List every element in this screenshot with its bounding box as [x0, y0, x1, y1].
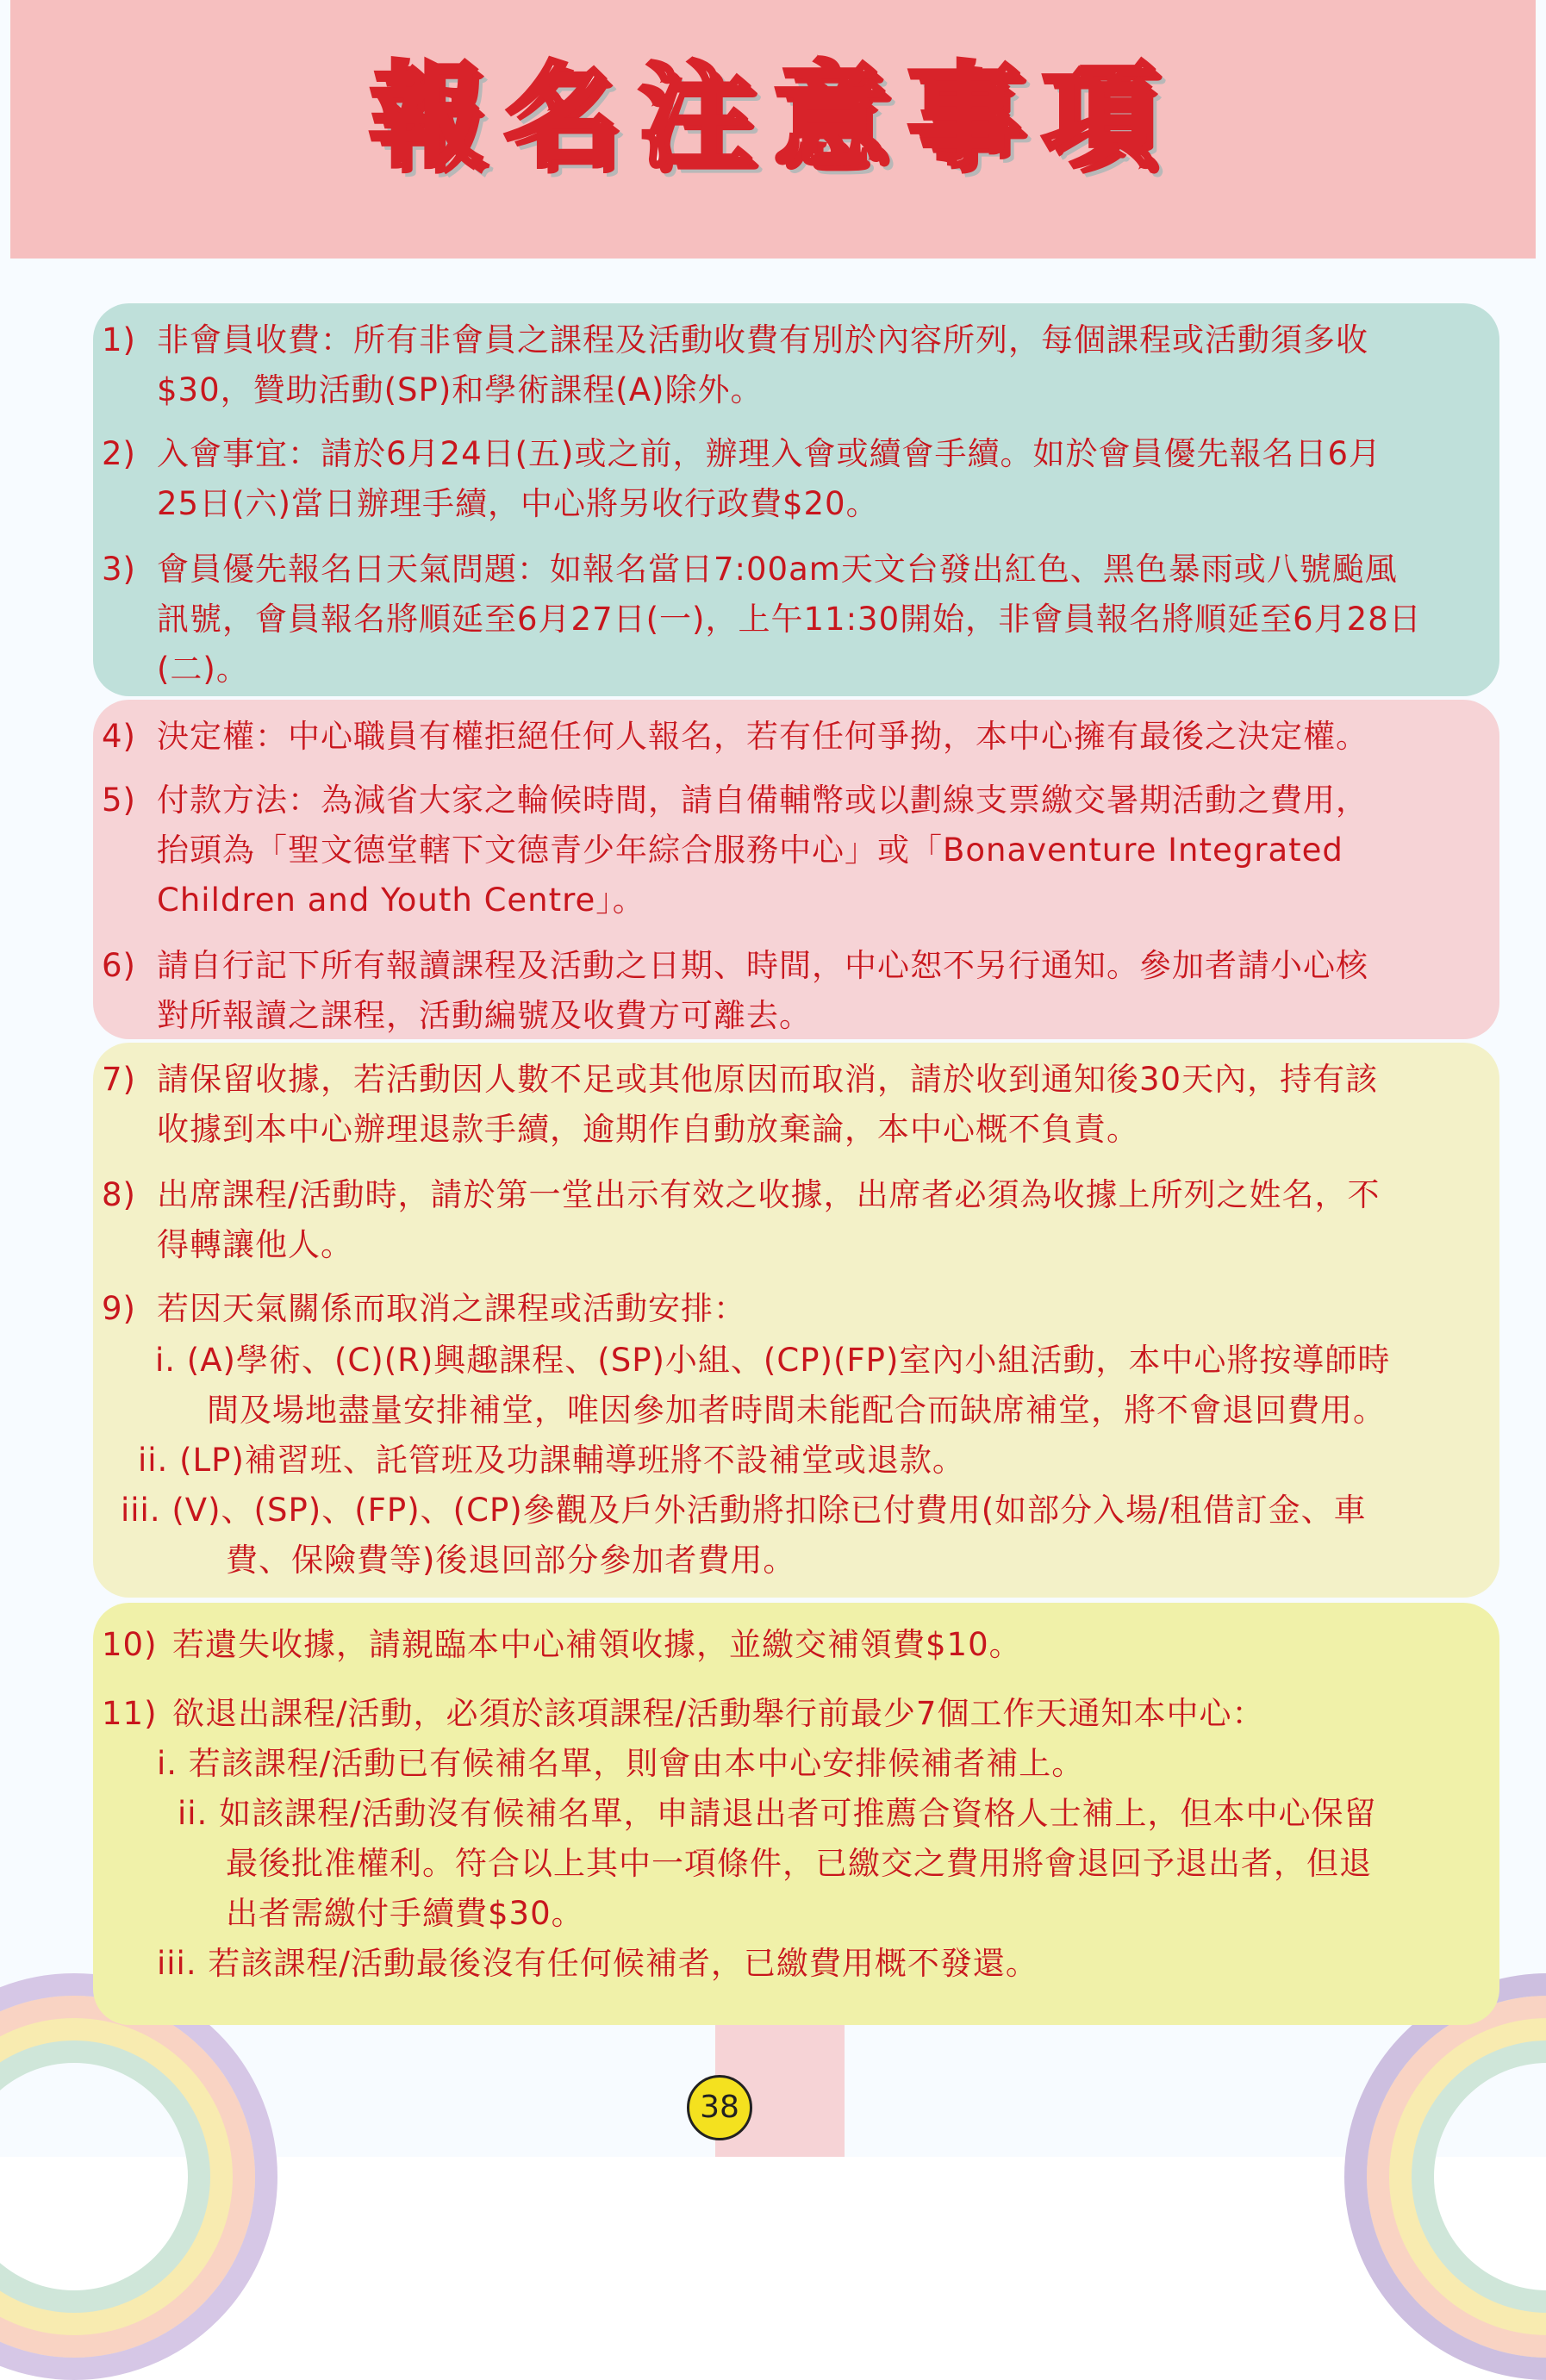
item-text: 出席課程/活動時，請於第一堂出示有效之收據，出席者必須為收據上所列之姓名，不: [157, 1176, 1381, 1213]
page-header: [10, 0, 1536, 259]
notice-item-7: [102, 1055, 1515, 1155]
item-text: $30，贊助活動(SP)和學術課程(A)除外。: [157, 371, 764, 408]
item-text: 非會員收費：所有非會員之課程及活動收費有別於內容所列，每個課程或活動須多收: [157, 321, 1368, 358]
notice-item-9: [102, 1284, 1515, 1334]
notice-subitem-11-i: i. 若該課程/活動已有候補名單，則會由本中心安排候補者補上。: [157, 1745, 1085, 1782]
page-number-badge: 38: [687, 2075, 752, 2140]
item-number: 11): [102, 1695, 158, 1732]
item-number: 10): [102, 1626, 158, 1663]
item-text: 對所報讀之課程，活動編號及收費方可離去。: [157, 997, 812, 1034]
notice-item-2: [102, 429, 1515, 529]
item-text: 請保留收據，若活動因人數不足或其他原因而取消，請於收到通知後30天內，持有該: [157, 1061, 1379, 1098]
item-text: 付款方法：為減省大家之輪候時間，請自備輔幣或以劃線支票繳交暑期活動之費用，: [157, 782, 1368, 819]
item-number: 7): [102, 1061, 136, 1098]
item-text: 訊號，會員報名將順延至6月27日(一)，上午11:30開始，非會員報名將順延至6月28日: [157, 601, 1422, 638]
item-text: 請自行記下所有報讀課程及活動之日期、時間，中心恕不另行通知。參加者請小心核: [157, 947, 1368, 984]
notice-subitem-9-iii-cont: 費、保險費等)後退回部分參加者費用。: [226, 1542, 796, 1579]
item-text: 入會事宜：請於6月24日(五)或之前，辦理入會或續會手續。如於會員優先報名日6月: [157, 435, 1382, 472]
item-text: 得轉讓他人。: [157, 1226, 353, 1263]
item-text: 25日(六)當日辦理手續，中心將另收行政費$20。: [157, 485, 879, 522]
item-text: 決定權：中心職員有權拒絕任何人報名，若有任何爭拗，本中心擁有最後之決定權。: [157, 718, 1368, 755]
notice-subitem-11-ii-cont2: 出者需繳付手續費$30。: [226, 1895, 584, 1932]
notice-subitem-9-i: i. (A)學術、(C)(R)興趣課程、(SP)小組、(CP)(FP)室內小組活動，本中心將按導師時: [155, 1342, 1391, 1379]
item-text: 抬頭為「聖文德堂轄下文德青少年綜合服務中心」或「Bonaventure Integrated: [157, 832, 1343, 869]
item-text: 會員優先報名日天氣問題：如報名當日7:00am天文台發出紅色、黑色暴雨或八號颱風: [157, 551, 1398, 588]
item-number: 4): [102, 718, 136, 755]
notice-subitem-11-ii: ii. 如該課程/活動沒有候補名單，申請退出者可推薦合資格人士補上，但本中心保留: [178, 1795, 1377, 1832]
notice-subitem-9-iii: iii. (V)、(SP)、(FP)、(CP)參觀及戶外活動將扣除已付費用(如部分入場/租借訂金、車: [121, 1492, 1367, 1529]
item-text: 若遺失收據，請親臨本中心補領收據，並繳交補領費$10。: [172, 1626, 1022, 1663]
notice-subitem-9-ii: ii. (LP)補習班、託管班及功課輔導班將不設補堂或退款。: [138, 1442, 965, 1479]
notice-subitem-11-ii-cont: 最後批准權利。符合以上其中一項條件，已繳交之費用將會退回予退出者，但退: [226, 1845, 1372, 1882]
notice-item-1: [102, 315, 1515, 415]
notice-item-4: [102, 712, 1515, 762]
notice-subitem-9-i-cont: 間及場地盡量安排補堂，唯因參加者時間未能配合而缺席補堂，將不會退回費用。: [207, 1392, 1386, 1429]
notice-item-10: [102, 1620, 1515, 1670]
notice-subitem-11-iii: iii. 若該課程/活動最後沒有任何候補者，已繳費用概不發還。: [157, 1945, 1038, 1982]
item-number: 5): [102, 782, 136, 819]
notice-item-5: [102, 776, 1515, 925]
notice-item-3: [102, 545, 1515, 695]
item-number: 2): [102, 435, 136, 472]
item-number: 1): [102, 321, 136, 358]
item-text: (二)。: [157, 651, 249, 688]
item-text: 收據到本中心辦理退款手續，逾期作自動放棄論，本中心概不負責。: [157, 1111, 1139, 1148]
item-number: 9): [102, 1290, 136, 1327]
notice-item-6: [102, 941, 1515, 1041]
item-number: 6): [102, 947, 136, 984]
item-number: 3): [102, 551, 136, 588]
item-text: 若因天氣關係而取消之課程或活動安排：: [157, 1290, 746, 1327]
notice-item-8: [102, 1170, 1515, 1270]
item-text: Children and Youth Centre」。: [157, 882, 645, 919]
item-text: 欲退出課程/活動，必須於該項課程/活動舉行前最少7個工作天通知本中心：: [172, 1695, 1265, 1732]
page-title: 報名注意事項: [370, 51, 1176, 184]
notice-item-11: [102, 1689, 1515, 1739]
item-number: 8): [102, 1176, 136, 1213]
